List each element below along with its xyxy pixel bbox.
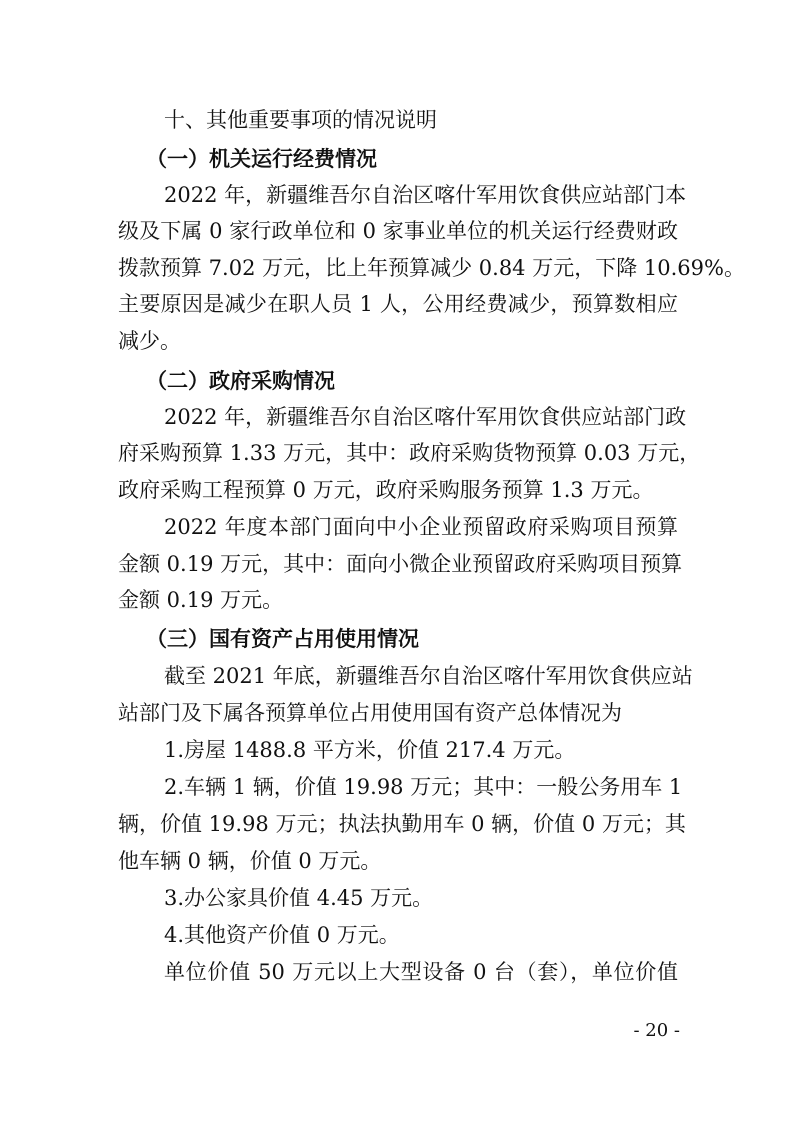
subsection-title-1: （一）机关运行经费情况 <box>146 147 377 171</box>
paragraph-line: 减少。 <box>118 329 181 353</box>
page-number: - 20 - <box>633 1020 680 1041</box>
paragraph-line: 2022 年，新疆维吾尔自治区喀什军用饮食供应站部门政 <box>164 405 687 429</box>
paragraph-line: 金额 0.19 万元，其中：面向小微企业预留政府采购项目预算 <box>118 552 683 576</box>
paragraph-line: 2022 年度本部门面向中小企业预留政府采购项目预算 <box>164 515 678 539</box>
paragraph-line: 3.办公家具价值 4.45 万元。 <box>164 886 434 910</box>
paragraph-line: 1.房屋 1488.8 平方米，价值 217.4 万元。 <box>164 738 576 762</box>
subsection-title-3: （三）国有资产占用使用情况 <box>146 627 419 651</box>
paragraph-line: 政府采购工程预算 0 万元，政府采购服务预算 1.3 万元。 <box>118 478 654 502</box>
paragraph-line: 金额 0.19 万元。 <box>118 588 284 612</box>
paragraph-line: 级及下属 0 家行政单位和 0 家事业单位的机关运行经费财政 <box>118 219 678 243</box>
paragraph-line: 单位价值 50 万元以上大型设备 0 台（套），单位价值 <box>164 960 678 984</box>
paragraph-line: 他车辆 0 辆，价值 0 万元。 <box>118 849 382 873</box>
section-title: 十、其他重要事项的情况说明 <box>164 108 437 132</box>
subsection-title-2: （二）政府采购情况 <box>146 369 335 393</box>
paragraph-line: 府采购预算 1.33 万元，其中：政府采购货物预算 0.03 万元， <box>118 441 701 465</box>
paragraph-line: 2.车辆 1 辆，价值 19.98 万元；其中：一般公务用车 1 <box>164 775 683 799</box>
paragraph-line: 4.其他资产价值 0 万元。 <box>164 923 400 947</box>
paragraph-line: 截至 2021 年底，新疆维吾尔自治区喀什军用饮食供应站 <box>164 664 693 688</box>
paragraph-line: 辆，价值 19.98 万元；执法执勤用车 0 辆，价值 0 万元；其 <box>118 812 686 836</box>
paragraph-line: 站部门及下属各预算单位占用使用国有资产总体情况为 <box>118 701 622 725</box>
paragraph-line: 2022 年，新疆维吾尔自治区喀什军用饮食供应站部门本 <box>164 183 687 207</box>
paragraph-line: 拨款预算 7.02 万元，比上年预算减少 0.84 万元，下降 10.69%。 <box>118 256 745 280</box>
paragraph-line: 主要原因是减少在职人员 1 人，公用经费减少，预算数相应 <box>118 292 678 316</box>
